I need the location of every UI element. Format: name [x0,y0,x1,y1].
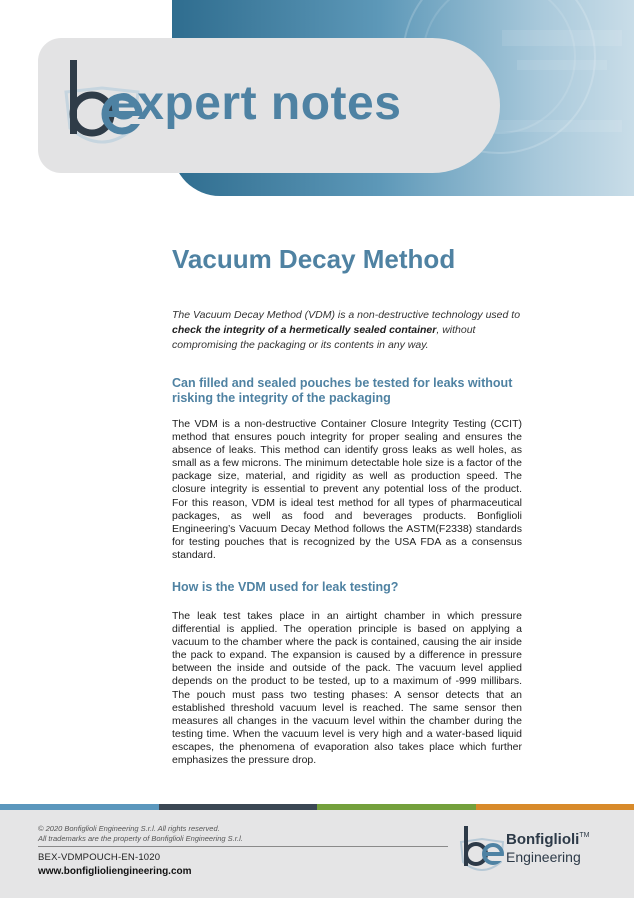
section-body: The VDM is a non-destructive Container Closure Integrity Testing (CCIT) method that ensures pouch integrity for proper sealing and ensures the absence of leaks. This method can identify gross leaks as well holes, as small as a few microns. The minimum detectable hole size is a factor of the package size, material, and rigidity as well as production speed. The closure integrity is essential to prevent any potential loss of the product. For this reason, VDM is ideal test method for all types of pharmaceutical packages, as well as food and beverages products. Bonfiglioli Engineering’s Vacuum Decay Method follows the ASTM(F2338) standards for testing pouches that is recognized by the USA FDA as a consensus standard. [172,418,522,561]
copyright-notice [38,824,243,843]
brand-subtitle: Engineering [506,849,581,865]
section-body: The leak test takes place in an airtight chamber in which pressure differential is applied. The operation principle is based on applying a vacuum to the chamber where the pack is contained, causing the air inside the pack to expand. The expansion is caused by a difference in pressure between the inside and outside of the pack. The vacuum level applied depends on the product to be tested, up to a maximum of -999 millibars. The pouch must pass two testing phases: A sensor detects that an established threshold vacuum level is reached. The same sensor then measures all changes in the vacuum level within the chamber during the testing time. When the vacuum level is very high and a water-based liquid escapes, the phenomena of evaporation also takes place which further emphasizes the pressure drop. [172,610,522,767]
photo-detail [517,60,607,70]
copyright-line: © 2020 Bonfiglioli Engineering S.r.l. All rights reserved. [38,824,220,833]
brand-name [506,832,589,847]
footer [0,810,634,898]
brand-name-text: Bonfiglioli [506,831,580,848]
photo-detail [502,30,622,46]
footer-divider [38,846,448,847]
intro-paragraph [172,308,522,353]
photo-detail [492,120,622,132]
intro-text: The Vacuum Decay Method (VDM) is a non-destructive technology used to [172,309,521,321]
trademark-line: All trademarks are the property of Bonfiglioli Engineering S.r.l. [38,833,243,843]
banner-title: expert notes [110,77,402,130]
website-link[interactable]: www.bonfiglioliengineering.com [38,866,192,877]
trademark-symbol: TM [579,832,590,839]
intro-text: , without compromising the packaging or its contents in any way. [172,324,476,351]
intro-highlight: check the integrity of a hermetically sealed container [172,324,437,336]
section-heading: Can filled and sealed pouches be tested for leaks without risking the integrity of the packaging [172,376,513,405]
page-title: Vacuum Decay Method [172,244,456,274]
bonfiglioli-logo-icon [458,824,506,878]
section-heading: How is the VDM used for leak testing? [172,580,399,594]
document-code: BEX-VDMPOUCH-EN-1020 [38,852,161,863]
